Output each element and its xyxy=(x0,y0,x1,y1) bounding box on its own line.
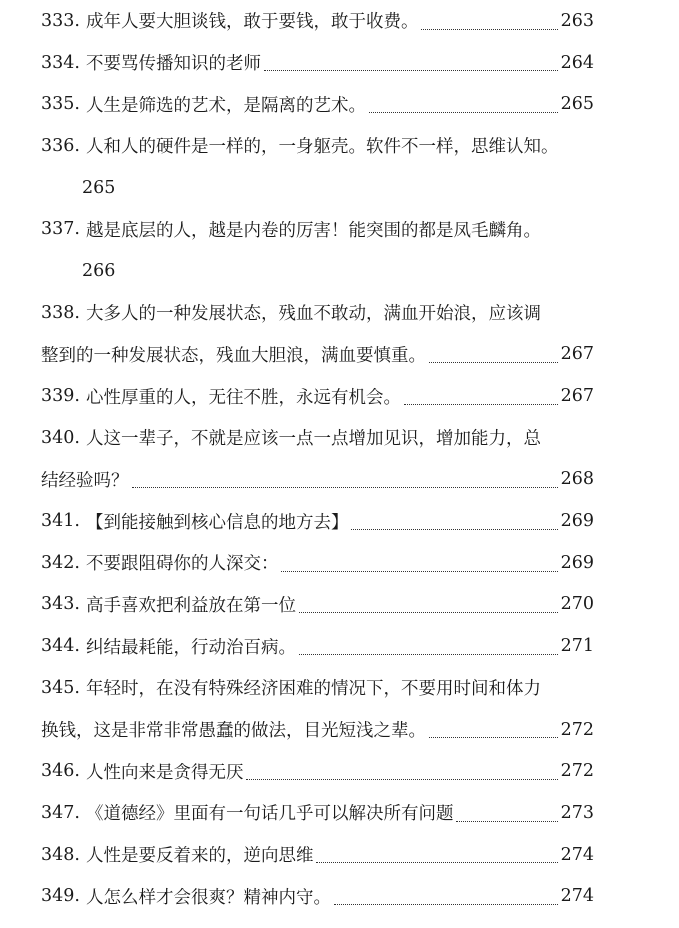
entry-title-continued: 换钱，这是非常非常愚蠢的做法，目光短浅之辈。 xyxy=(41,721,426,742)
dot-leader xyxy=(132,486,558,488)
entry-number: 338. xyxy=(41,302,80,323)
dot-leader xyxy=(351,528,557,530)
entry-title: 人性是要反着来的，逆向思维 xyxy=(85,846,314,867)
toc-entry-345[interactable] xyxy=(41,667,594,750)
entry-number: 349. xyxy=(41,886,80,907)
dot-leader xyxy=(456,820,557,822)
entry-number: 343. xyxy=(41,594,80,615)
entry-number: 336. xyxy=(41,135,80,156)
entry-number: 344. xyxy=(41,636,80,657)
entry-title: 《道德经》里面有一句话几乎可以解决所有问题 xyxy=(85,804,454,825)
toc-entry-347[interactable] xyxy=(41,792,594,834)
entry-number: 347. xyxy=(41,802,80,823)
entry-page-number: 271 xyxy=(560,636,594,657)
entry-title: 人这一辈子，不就是应该一点一点增加见识，增加能力，总 xyxy=(85,429,541,450)
entry-number: 345. xyxy=(41,677,80,698)
entry-number: 333. xyxy=(41,10,80,31)
dot-leader xyxy=(264,69,558,71)
entry-page-number: 269 xyxy=(560,511,594,532)
toc-entry-339[interactable] xyxy=(41,375,594,417)
toc-entry-346[interactable] xyxy=(41,750,594,792)
toc-entry-336[interactable] xyxy=(41,125,594,208)
entry-page-number: 264 xyxy=(560,52,594,73)
dot-leader xyxy=(334,903,558,905)
table-of-contents xyxy=(41,0,594,917)
entry-title: 人性向来是贪得无厌 xyxy=(85,762,244,783)
toc-entry-343[interactable] xyxy=(41,584,594,626)
entry-title: 成年人要大胆谈钱，敢于要钱，敢于收费。 xyxy=(85,12,419,33)
entry-number: 339. xyxy=(41,386,80,407)
entry-title-continued: 结经验吗？ xyxy=(41,470,129,491)
entry-page-number: 274 xyxy=(560,886,594,907)
entry-title: 人怎么样才会很爽？精神内守。 xyxy=(85,887,331,908)
entry-page-number: 272 xyxy=(560,719,594,740)
toc-entry-337[interactable] xyxy=(41,208,594,291)
entry-title: 大多人的一种发展状态，残血不敢动，满血开始浪，应该调 xyxy=(85,304,541,325)
entry-number: 341. xyxy=(41,511,80,532)
entry-page-number: 267 xyxy=(560,344,594,365)
dot-leader xyxy=(246,778,557,780)
entry-title-continued: 整到的一种发展状态，残血大胆浪，满血要慎重。 xyxy=(41,345,426,366)
dot-leader xyxy=(404,403,558,405)
dot-leader xyxy=(429,736,558,738)
entry-title: 不要骂传播知识的老师 xyxy=(85,54,261,75)
dot-leader xyxy=(429,361,558,363)
entry-page-number: 269 xyxy=(560,552,594,573)
toc-entry-338[interactable] xyxy=(41,292,594,375)
entry-page-number: 266 xyxy=(82,260,116,281)
entry-title: 心性厚重的人，无往不胜，永远有机会。 xyxy=(85,387,401,408)
toc-entry-348[interactable] xyxy=(41,834,594,876)
entry-title: 年轻时，在没有特殊经济困难的情况下，不要用时间和体力 xyxy=(85,679,541,700)
toc-entry-342[interactable] xyxy=(41,542,594,584)
entry-title: 不要跟阻碍你的人深交： xyxy=(85,554,279,575)
entry-number: 342. xyxy=(41,552,80,573)
entry-title: 纠结最耗能，行动治百病。 xyxy=(85,637,296,658)
dot-leader xyxy=(281,570,557,572)
dot-leader xyxy=(421,28,557,30)
toc-entry-335[interactable] xyxy=(41,83,594,125)
toc-entry-344[interactable] xyxy=(41,625,594,667)
entry-title: 高手喜欢把利益放在第一位 xyxy=(85,595,296,616)
entry-page-number: 274 xyxy=(560,844,594,865)
entry-page-number: 273 xyxy=(560,802,594,823)
entry-number: 335. xyxy=(41,94,80,115)
entry-page-number: 270 xyxy=(560,594,594,615)
entry-title: 越是底层的人，越是内卷的厉害！能突围的都是凤毛麟角。 xyxy=(85,220,541,241)
entry-number: 340. xyxy=(41,427,80,448)
entry-page-number: 267 xyxy=(560,386,594,407)
entry-page-number: 265 xyxy=(82,177,116,198)
entry-page-number: 268 xyxy=(560,469,594,490)
toc-entry-341[interactable] xyxy=(41,500,594,542)
entry-number: 334. xyxy=(41,52,80,73)
entry-title: 人和人的硬件是一样的，一身躯壳。软件不一样，思维认知。 xyxy=(85,137,559,158)
dot-leader xyxy=(299,653,558,655)
toc-entry-334[interactable] xyxy=(41,42,594,84)
entry-page-number: 272 xyxy=(560,761,594,782)
entry-title: 人生是筛选的艺术，是隔离的艺术。 xyxy=(85,95,366,116)
entry-number: 346. xyxy=(41,761,80,782)
entry-page-number: 265 xyxy=(560,94,594,115)
entry-number: 337. xyxy=(41,219,80,240)
dot-leader xyxy=(299,611,558,613)
toc-entry-333[interactable] xyxy=(41,0,594,42)
dot-leader xyxy=(369,111,558,113)
toc-entry-340[interactable] xyxy=(41,417,594,500)
entry-number: 348. xyxy=(41,844,80,865)
toc-entry-349[interactable] xyxy=(41,875,594,917)
dot-leader xyxy=(316,861,557,863)
entry-page-number: 263 xyxy=(560,10,594,31)
entry-title: 【到能接触到核心信息的地方去】 xyxy=(85,512,349,533)
